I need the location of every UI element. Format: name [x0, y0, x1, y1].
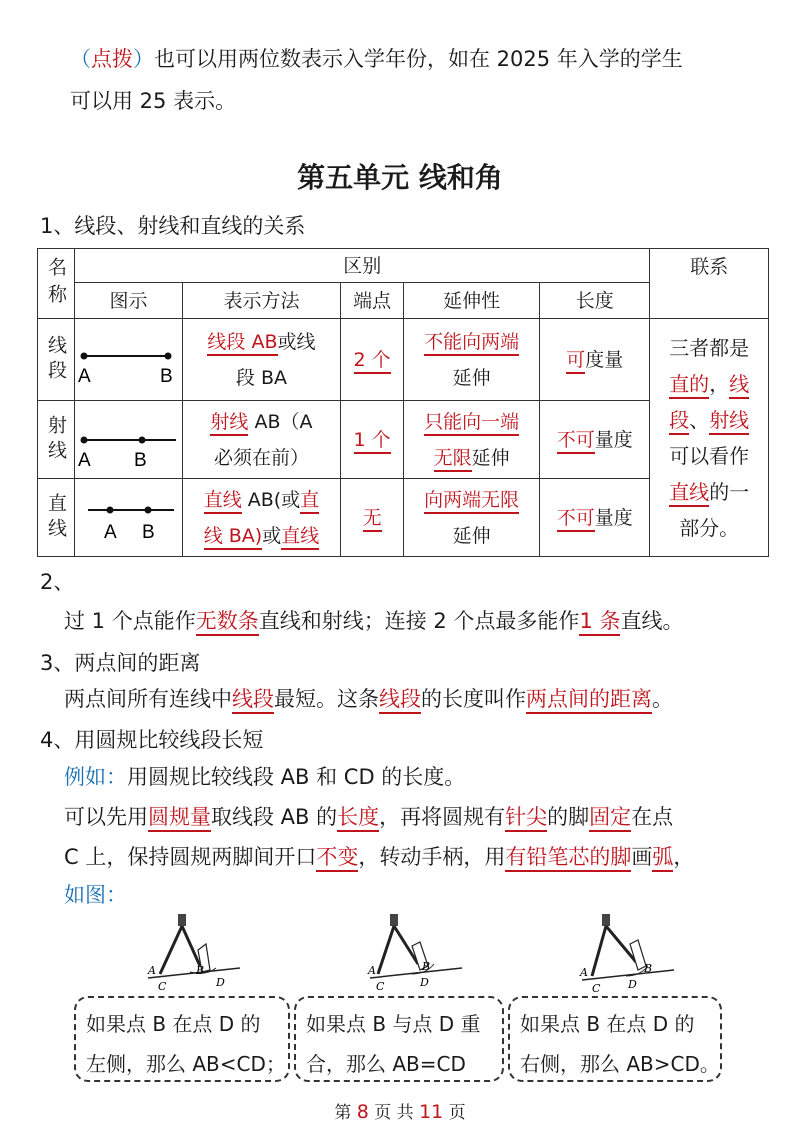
compass-figure-left [140, 910, 250, 992]
s4-r4: 固定 [589, 805, 631, 832]
s4-r5: 不变 [316, 845, 358, 872]
segment-ends: 2 个 [354, 349, 391, 374]
left-fig-label-d: D [216, 976, 225, 989]
s2-t2: 直线和射线；连接 2 个点最多能作 [258, 609, 580, 633]
compass-figure-middle [362, 910, 472, 992]
s3-r3: 两点间的距离 [526, 687, 652, 714]
right-fig-label-c: C [592, 982, 601, 992]
line-label-a: A [104, 521, 118, 543]
header-endpoints: 端点 [341, 283, 404, 319]
middle-fig-label-d: D [420, 976, 429, 989]
link-p5: 段 [669, 408, 689, 435]
ray-ext-c: 延伸 [471, 446, 510, 469]
line-method-b: AB(或 [241, 488, 301, 511]
link-p1: 三者都是 [669, 335, 750, 360]
s3-r2: 线段 [379, 687, 421, 714]
case-right-line-2: 右侧，那么 AB>CD。 [520, 1052, 720, 1076]
ray-label-b: B [134, 449, 148, 470]
header-diff: 区别 [75, 249, 650, 283]
s2-t1: 过 1 个点能作 [64, 609, 196, 633]
segment-len-a: 可 [566, 349, 585, 374]
case-box-left [74, 996, 290, 1082]
s4-r6: 有铅笔芯的脚 [505, 845, 631, 872]
case-right-line-1: 如果点 B 在点 D 的 [520, 1012, 695, 1036]
line-ends: 无 [363, 507, 382, 532]
ray-method-c: 必须在前） [213, 446, 309, 469]
ray-method-a: 射线 [210, 411, 248, 436]
intro-line-1-text: 也可以用两位数表示入学年份，如在 2025 年入学的学生 [154, 47, 683, 71]
section-1-heading: 1、线段、射线和直线的关系 [40, 214, 306, 238]
case-middle-line-2: 合，那么 AB=CD [306, 1052, 466, 1076]
line-method-c: 直 [300, 489, 319, 514]
compass-figure-right [574, 910, 684, 992]
page-footer [0, 1098, 800, 1123]
s2-r1: 无数条 [196, 609, 259, 636]
footer-total-pages: 11 [419, 1101, 444, 1123]
s4-p7: ，转动手柄，用 [358, 845, 506, 869]
left-fig-label-c: C [158, 980, 167, 992]
case-box-middle [294, 996, 504, 1082]
line-ends-cell [341, 479, 404, 557]
case-left-line-1: 如果点 B 在点 D 的 [86, 1012, 261, 1036]
s4-line-2 [64, 842, 694, 872]
header-length: 长度 [540, 283, 650, 319]
link-cell [650, 319, 769, 557]
segment-ext-b: 延伸 [452, 366, 491, 389]
line-method-f: 直线 [281, 525, 319, 550]
intro-line-1 [70, 44, 683, 74]
link-p9: 直线 [669, 480, 709, 507]
middle-fig-label-a: A [368, 964, 376, 977]
ray-ext-b: 无限 [434, 447, 472, 472]
intro-paren-open: （ [70, 47, 91, 71]
s4-r2: 长度 [337, 805, 379, 832]
right-fig-label-b: B [644, 962, 653, 975]
link-p4: 线 [729, 372, 749, 399]
link-p11: 部分。 [679, 515, 740, 540]
segment-ends-cell [341, 319, 404, 401]
header-link: 联系 [650, 249, 769, 319]
line-length [540, 479, 650, 557]
segment-method [182, 319, 340, 401]
unit-title: 第五单元 线和角 [297, 161, 503, 194]
right-fig-label-a: A [580, 966, 588, 979]
link-p8: 可以看作 [669, 443, 750, 468]
intro-line-2: 可以用 25 表示。 [70, 89, 237, 113]
ray-figure [75, 401, 183, 479]
left-fig-label-b: B [196, 964, 205, 977]
line-len-a: 不可 [557, 507, 595, 532]
row-segment-name-cell [38, 319, 75, 401]
ray-extension [404, 401, 540, 479]
s4-p3: ，再将圆规有 [379, 805, 506, 829]
segment-method-c: 段 BA [235, 366, 287, 389]
s3-r1: 线段 [232, 687, 274, 714]
footer-pre: 第 [334, 1103, 352, 1123]
segment-length [540, 319, 650, 401]
row-ray-name-cell [38, 401, 75, 479]
header-name: 名称 [45, 256, 67, 311]
ray-len-b: 量度 [594, 428, 633, 451]
s3-t4: 。 [652, 687, 673, 711]
case-middle-line-1: 如果点 B 与点 D 重 [306, 1012, 481, 1036]
ray-diagram [76, 410, 180, 470]
footer-mid: 页 共 [374, 1103, 414, 1123]
s4-r3: 针尖 [505, 805, 547, 832]
intro-hint: 点拨 [91, 47, 133, 71]
s4-p9: ， [673, 845, 695, 869]
footer-post: 页 [448, 1103, 466, 1123]
line-method [182, 479, 340, 557]
ray-label-a: A [78, 449, 92, 470]
header-figure: 图示 [75, 283, 183, 319]
footer-page-number: 8 [356, 1101, 369, 1123]
segment-method-a: 线段 AB [207, 331, 277, 356]
s4-p5: 在点 [631, 805, 674, 829]
s4-p6: C 上，保持圆规两脚间开口 [64, 845, 317, 869]
line-extension [404, 479, 540, 557]
middle-fig-label-c: C [376, 980, 385, 992]
s4-p8: 画 [631, 845, 653, 869]
line-method-e: 或 [262, 524, 282, 547]
line-method-a: 直线 [204, 489, 242, 514]
link-p6: 、 [689, 407, 710, 432]
table-row [38, 319, 769, 401]
line-diagram [76, 488, 180, 548]
segment-label-b: B [160, 365, 174, 387]
link-p2: 直的 [669, 372, 709, 399]
ray-length [540, 401, 650, 479]
s3-t2: 最短。这条 [274, 687, 379, 711]
case-box-right [508, 996, 722, 1082]
intro-paren-close: ） [133, 47, 154, 71]
line-len-b: 量度 [594, 506, 633, 529]
ray-len-a: 不可 [557, 429, 595, 454]
middle-fig-label-b: B [422, 960, 431, 973]
s4-r7: 弧 [652, 845, 673, 872]
example-line [64, 762, 465, 792]
segment-diagram [76, 330, 180, 390]
s4-line-1 [64, 802, 673, 832]
header-name-cell [38, 249, 75, 319]
example-label: 例如： [64, 765, 127, 789]
as-figure-label: 如图： [64, 883, 127, 907]
header-method: 表示方法 [182, 283, 340, 319]
s3-t1: 两点间所有连线中 [64, 687, 232, 711]
section-2-text [64, 606, 683, 636]
example-text: 用圆规比较线段 AB 和 CD 的长度。 [127, 765, 466, 789]
s3-t3: 的长度叫作 [421, 687, 526, 711]
link-p10: 的一 [709, 479, 750, 504]
line-ext-a: 向两端无限 [424, 489, 519, 514]
case-left-line-2: 左侧，那么 AB<CD； [86, 1052, 286, 1076]
s2-r2: 1 条 [579, 609, 620, 636]
segment-label-a: A [78, 365, 92, 387]
section-2-heading: 2、 [40, 570, 75, 594]
link-p3: ， [709, 371, 730, 396]
segment-figure [75, 319, 183, 401]
ray-ends-cell [341, 401, 404, 479]
row-line-name: 直线 [45, 492, 67, 543]
s2-t3: 直线。 [620, 609, 684, 633]
s4-p4: 的脚 [547, 805, 590, 829]
segment-extension [404, 319, 540, 401]
ray-method [182, 401, 340, 479]
line-ext-b: 延伸 [452, 524, 491, 547]
ray-ext-a: 只能向一端 [424, 411, 519, 436]
section-4-heading: 4、用圆规比较线段长短 [40, 728, 264, 752]
ray-ends: 1 个 [354, 429, 391, 454]
line-label-b: B [142, 521, 156, 543]
left-fig-label-a: A [148, 964, 156, 977]
header-extension: 延伸性 [404, 283, 540, 319]
segment-len-b: 度量 [585, 348, 624, 371]
s4-r1: 圆规量 [148, 805, 211, 832]
s4-p1: 可以先用 [64, 805, 148, 829]
section-3-heading: 3、两点间的距离 [40, 651, 201, 675]
relation-table [37, 248, 769, 557]
ray-method-b: AB（A [248, 410, 313, 433]
row-ray-name: 射线 [45, 414, 67, 465]
segment-ext-a: 不能向两端 [424, 331, 519, 356]
section-3-text [64, 684, 673, 714]
row-line-name-cell [38, 479, 75, 557]
right-fig-label-d: D [628, 978, 637, 991]
line-method-d: 线 BA) [204, 525, 263, 550]
segment-method-b: 或线 [277, 330, 316, 353]
s4-p2: 取线段 AB 的 [211, 805, 338, 829]
line-figure [75, 479, 183, 557]
link-p7: 射线 [709, 408, 749, 435]
row-segment-name: 线段 [45, 334, 67, 385]
